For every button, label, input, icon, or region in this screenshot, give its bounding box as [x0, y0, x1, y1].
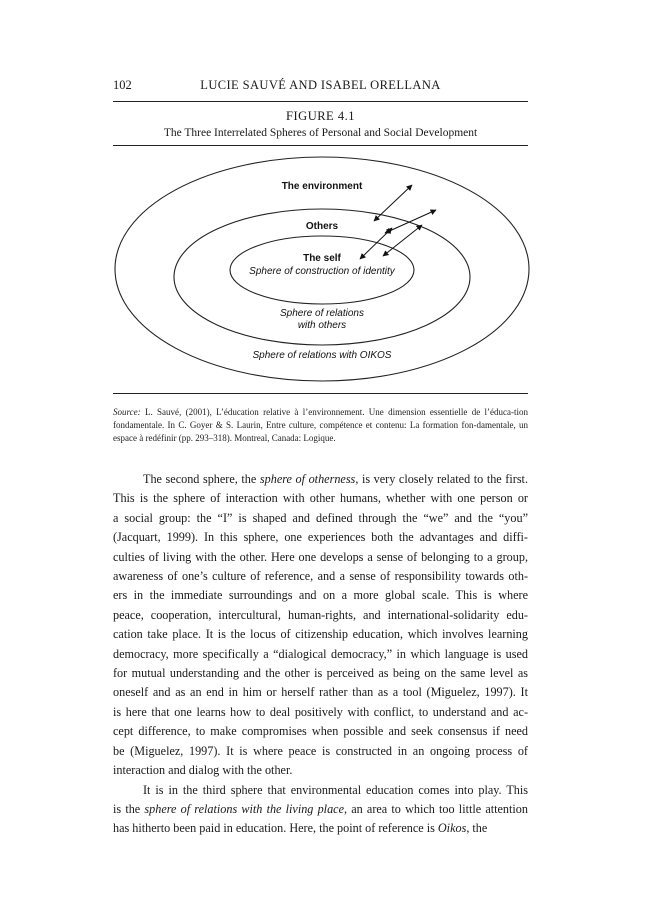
text-run: , an area to which too little attention: [343, 801, 528, 816]
text-run: is the: [113, 801, 145, 816]
text-run: awareness of one’s culture of reference, and a sense of responsibility towards oth-: [113, 569, 528, 584]
text-line: [113, 761, 528, 780]
body-text: [113, 470, 528, 839]
text-line: [113, 800, 528, 819]
source-label: Source:: [113, 407, 141, 417]
figure-top-rule: [113, 145, 528, 146]
italic-term: Oikos: [437, 821, 467, 836]
text-run: (Jacquart, 1999). In this sphere, one experiences both the advantages and diffi-: [113, 530, 528, 545]
spheres-diagram: [112, 153, 532, 388]
text-run: has hitherto been paid in education. Here, the point of reference is: [113, 821, 438, 836]
text-line: [113, 625, 528, 644]
text-run: culties of living with the other. Here one develops a sense of belonging to a group,: [113, 549, 528, 564]
text-run: cation take place. It is the locus of citizenship education, which involves learning: [113, 627, 528, 642]
text-line: [113, 781, 528, 800]
header-rule: [113, 101, 528, 102]
italic-term: sphere of otherness: [259, 472, 356, 486]
arrow-self-others: [360, 228, 392, 259]
text-line: [113, 548, 528, 567]
text-run: oneself and as an end in him or herself rather than as a tool (Miguelez, 1997). It: [113, 685, 528, 700]
figure-bottom-rule: [113, 393, 528, 394]
text-line: [113, 819, 528, 838]
text-run: democracy, more specifically a “dialogical democracy,” in which language is used: [113, 646, 528, 661]
label-oikos-sphere: Sphere of relations with OIKOS: [252, 350, 392, 361]
text-run: ers in the immediate surroundings and on a more global scale. This is where: [113, 588, 528, 603]
text-line: [113, 664, 528, 683]
text-line: [113, 567, 528, 586]
text-run: , the: [466, 821, 488, 836]
figure-source: [113, 406, 528, 446]
text-line: [113, 528, 528, 547]
text-run: be (Miguelez, 1997). It is where peace is constructed in an ongoing process of: [113, 743, 528, 758]
text-run: , is very closely related to the first.: [355, 472, 528, 486]
source-text: L. Sauvé, (2001), L’éducation relative à l’environnement. Une dimension essentielle de l’éduca-tion fondamentale. In C. Goyer & S. Laurin, Entre culture, compétence et contenu: La formation fon-damentale, un espace à redéfinir (pp. 293–318). Montreal, Canada: Logique.: [113, 407, 528, 444]
paragraph-third-sphere: [113, 781, 528, 839]
text-run: The second sphere, the: [143, 472, 260, 486]
italic-term: sphere of relations with the living place: [144, 801, 344, 816]
text-line: [113, 586, 528, 605]
figure-title: The Three Interrelated Spheres of Personal and Social Development: [163, 127, 478, 139]
text-run: It is in the third sphere that environmental education comes into play. This: [143, 782, 528, 797]
text-line: [113, 683, 528, 702]
text-line: [113, 703, 528, 722]
arrow-self-environment: [383, 225, 422, 256]
text-line: [113, 742, 528, 761]
page-number: 102: [113, 78, 132, 92]
text-run: for mutual understanding and the other is perceived as being on the same level as: [113, 666, 528, 681]
text-run: a social group: the “I” is shaped and defined through the “we” and the “you”: [113, 510, 528, 525]
label-relations-line1: Sphere of relations: [280, 308, 364, 319]
running-head: [113, 78, 528, 94]
label-self: The self: [303, 253, 341, 264]
figure-number: FIGURE 4.1: [286, 109, 355, 123]
label-environment: The environment: [281, 181, 363, 192]
text-line: [113, 509, 528, 528]
running-title: LUCIE SAUVÉ AND ISABEL ORELLANA: [200, 78, 441, 92]
label-identity-sphere: Sphere of construction of identity: [249, 266, 395, 277]
text-run: interaction and dialog with the other.: [113, 763, 293, 778]
text-run: is here that one learns how to deal positively with conflict, to understand and ac-: [113, 704, 528, 719]
text-line: [113, 722, 528, 741]
text-line: [113, 645, 528, 664]
text-line: [113, 470, 528, 489]
text-run: cept difference, to make compromises when possible and seek consensus if need: [113, 724, 528, 739]
label-others: Others: [305, 221, 339, 232]
label-relations-line2: with others: [297, 320, 347, 331]
paragraph-sphere-of-otherness: [113, 470, 528, 781]
text-run: peace, cooperation, intercultural, human-rights, and international-solidarity edu-: [113, 607, 528, 622]
arrow-others-environment: [374, 185, 412, 221]
text-run: This is the sphere of interaction with other humans, whether with one person or: [113, 491, 528, 506]
text-line: [113, 606, 528, 625]
text-line: [113, 489, 528, 508]
